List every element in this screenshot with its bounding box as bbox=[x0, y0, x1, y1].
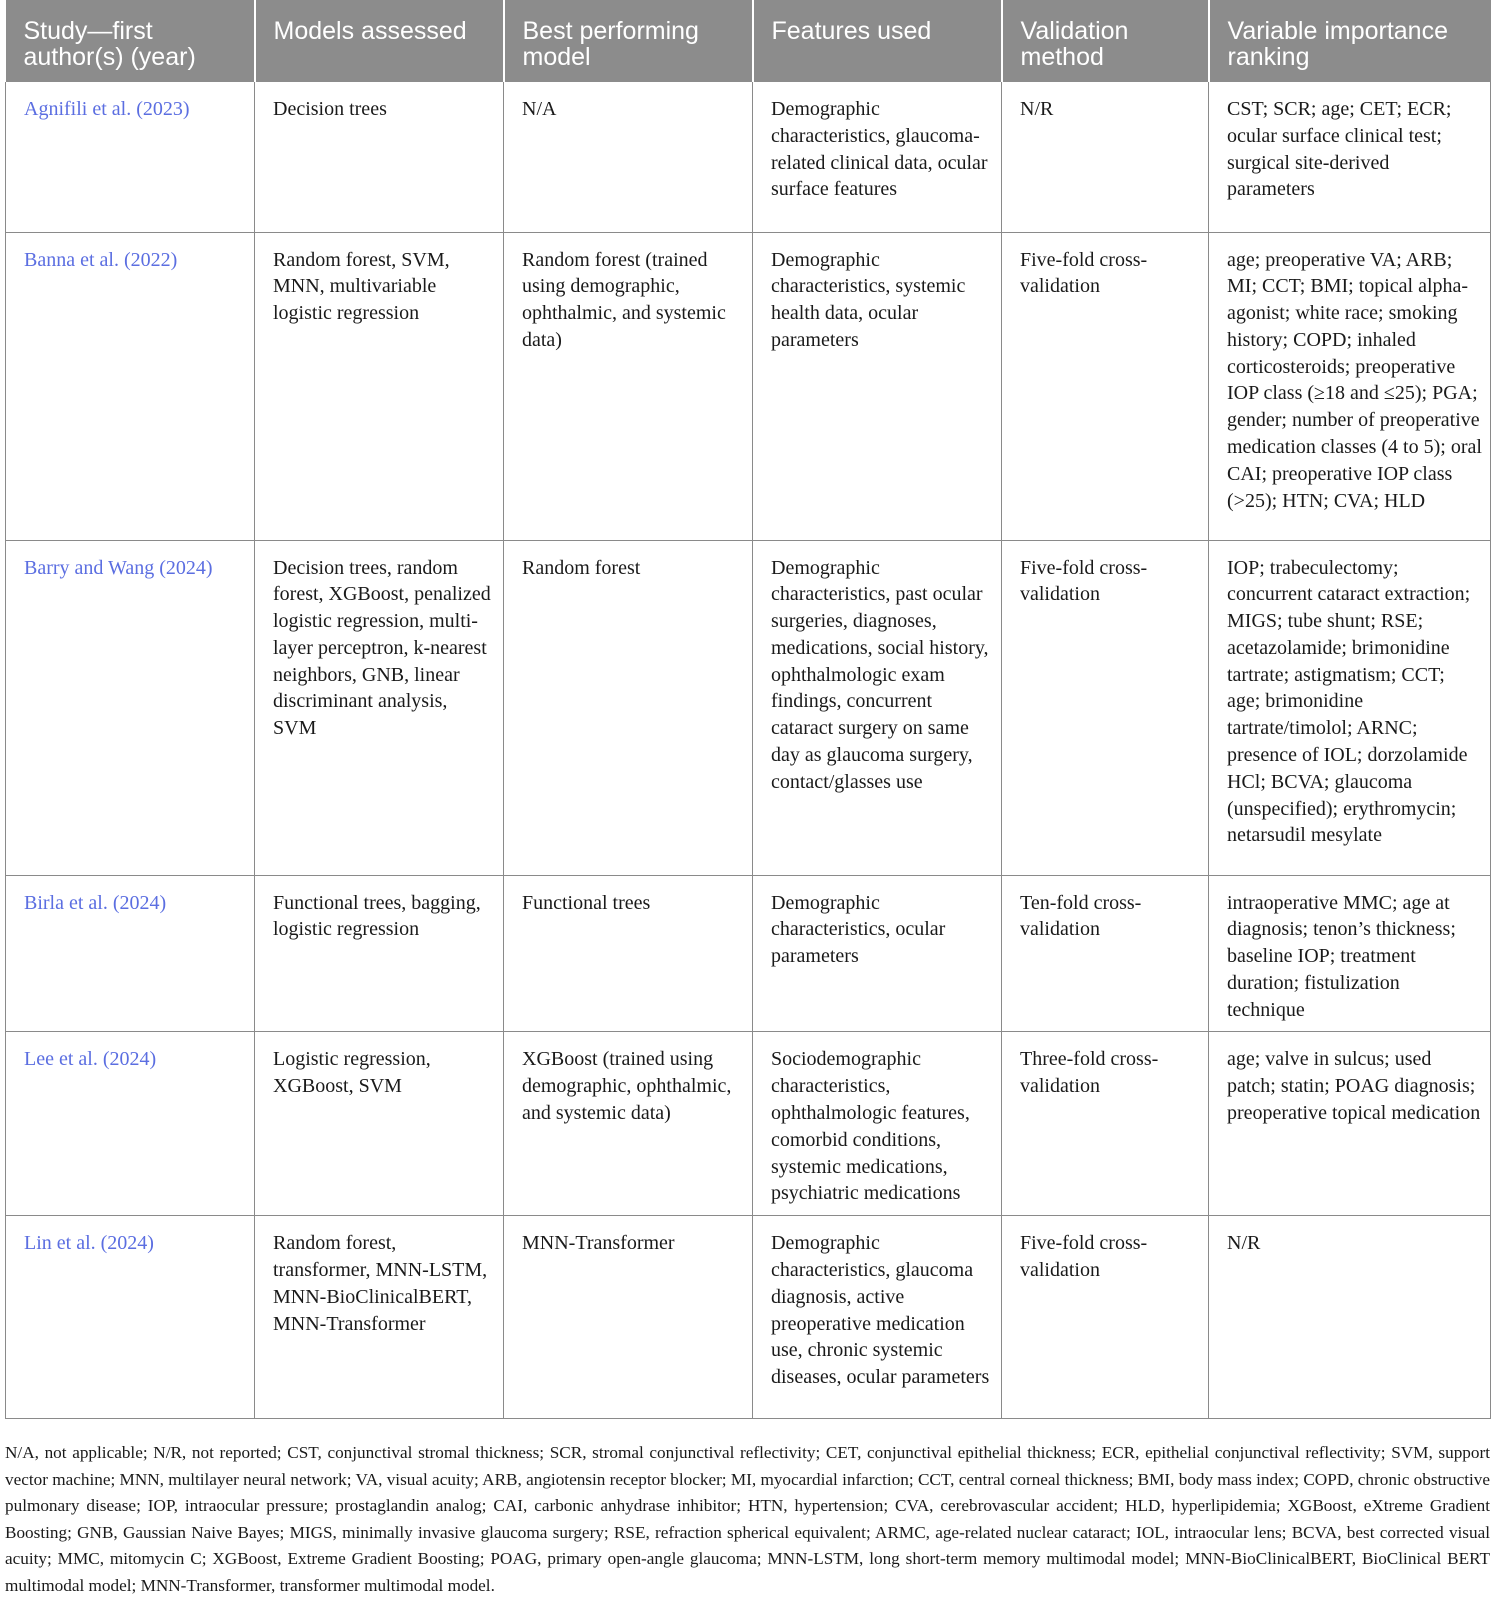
table-container bbox=[5, 0, 1490, 1419]
validation-cell: Five-fold cross-validation bbox=[1002, 1216, 1209, 1419]
ranking-cell: age; preoperative VA; ARB; MI; CCT; BMI; topical alpha-agonist; white race; smoking history; COPD; inhaled corticosteroids; preoperative IOP class (≥18 and ≤25); PGA; gender; number of preoperative medication classes (4 to 5); oral CAI; preoperative IOP class (>25); HTN; CVA; HLD bbox=[1209, 232, 1491, 540]
best-model-cell: XGBoost (trained using demographic, ophthalmic, and systemic data) bbox=[504, 1032, 753, 1216]
models-cell: Logistic regression, XGBoost, SVM bbox=[255, 1032, 504, 1216]
study-link[interactable]: Birla et al. (2024) bbox=[6, 875, 255, 1032]
validation-cell: Five-fold cross-validation bbox=[1002, 540, 1209, 875]
ranking-cell: CST; SCR; age; CET; ECR; ocular surface clinical test; surgical site-derived parameters bbox=[1209, 82, 1491, 232]
models-cell: Random forest, SVM, MNN, multivariable logistic regression bbox=[255, 232, 504, 540]
header-features-used: Features used bbox=[753, 0, 1002, 82]
models-cell: Random forest, transformer, MNN-LSTM, MNN-BioClinicalBERT, MNN-Transformer bbox=[255, 1216, 504, 1419]
study-comparison-table bbox=[5, 0, 1491, 1419]
features-cell: Demographic characteristics, glaucoma-related clinical data, ocular surface features bbox=[753, 82, 1002, 232]
header-validation-method: Validation method bbox=[1002, 0, 1209, 82]
table-row bbox=[6, 1216, 1491, 1419]
best-model-cell: Random forest (trained using demographic, ophthalmic, and systemic data) bbox=[504, 232, 753, 540]
table-row bbox=[6, 232, 1491, 540]
validation-cell: Three-fold cross-validation bbox=[1002, 1032, 1209, 1216]
validation-cell: Five-fold cross-validation bbox=[1002, 232, 1209, 540]
features-cell: Demographic characteristics, ocular parameters bbox=[753, 875, 1002, 1032]
ranking-cell: IOP; trabeculectomy; concurrent cataract extraction; MIGS; tube shunt; RSE; acetazolamide; brimonidine tartrate; astigmatism; CCT; age; brimonidine tartrate/timolol; ARNC; presence of IOL; dorzolamide HCl; BCVA; glaucoma (unspecified); erythromycin; netarsudil mesylate bbox=[1209, 540, 1491, 875]
header-row bbox=[6, 0, 1491, 82]
best-model-cell: Random forest bbox=[504, 540, 753, 875]
ranking-cell: age; valve in sulcus; used patch; statin; POAG diagnosis; preoperative topical medication bbox=[1209, 1032, 1491, 1216]
study-link[interactable]: Barry and Wang (2024) bbox=[6, 540, 255, 875]
table-header bbox=[6, 0, 1491, 82]
study-link[interactable]: Banna et al. (2022) bbox=[6, 232, 255, 540]
header-study: Study—first author(s) (year) bbox=[6, 0, 255, 82]
models-cell: Decision trees bbox=[255, 82, 504, 232]
study-link[interactable]: Agnifili et al. (2023) bbox=[6, 82, 255, 232]
study-link[interactable]: Lin et al. (2024) bbox=[6, 1216, 255, 1419]
features-cell: Demographic characteristics, systemic health data, ocular parameters bbox=[753, 232, 1002, 540]
ranking-cell: N/R bbox=[1209, 1216, 1491, 1419]
models-cell: Decision trees, random forest, XGBoost, penalized logistic regression, multi-layer perceptron, k-nearest neighbors, GNB, linear discriminant analysis, SVM bbox=[255, 540, 504, 875]
header-models-assessed: Models assessed bbox=[255, 0, 504, 82]
table-row bbox=[6, 82, 1491, 232]
models-cell: Functional trees, bagging, logistic regression bbox=[255, 875, 504, 1032]
best-model-cell: MNN-Transformer bbox=[504, 1216, 753, 1419]
study-link[interactable]: Lee et al. (2024) bbox=[6, 1032, 255, 1216]
table-body bbox=[6, 82, 1491, 1419]
table-footnote: N/A, not applicable; N/R, not reported; CST, conjunctival stromal thickness; SCR, stromal conjunctival reflectivity; CET, conjunctival epithelial thickness; ECR, epithelial conjunctival reflectivity; SVM, support vector machine; MNN, multilayer neural network; VA, visual acuity; ARB, angiotensin receptor blocker; MI, myocardial infarction; CCT, central corneal thickness; BMI, body mass index; COPD, chronic obstructive pulmonary disease; IOP, intraocular pressure; prostaglandin analog; CAI, carbonic anhydrase inhibitor; HTN, hypertension; CVA, cerebrovascular accident; HLD, hyperlipidemia; XGBoost, eXtreme Gradient Boosting; GNB, Gaussian Naive Bayes; MIGS, minimally invasive glaucoma surgery; RSE, refraction spherical equivalent; ARMC, age-related nuclear cataract; IOL, intraocular lens; BCVA, best corrected visual acuity; MMC, mitomycin C; XGBoost, Extreme Gradient Boosting; POAG, primary open-angle glaucoma; MNN-LSTM, long short-term memory multimodal model; MNN-BioClinicalBERT, BioClinical BERT multimodal model; MNN-Transformer, transformer multimodal model. bbox=[5, 1443, 1490, 1595]
table-row bbox=[6, 875, 1491, 1032]
validation-cell: Ten-fold cross-validation bbox=[1002, 875, 1209, 1032]
validation-cell: N/R bbox=[1002, 82, 1209, 232]
best-model-cell: N/A bbox=[504, 82, 753, 232]
features-cell: Sociodemographic characteristics, ophthalmologic features, comorbid conditions, systemic medications, psychiatric medications bbox=[753, 1032, 1002, 1216]
ranking-cell: intraoperative MMC; age at diagnosis; tenon’s thickness; baseline IOP; treatment duration; fistulization technique bbox=[1209, 875, 1491, 1032]
features-cell: Demographic characteristics, past ocular surgeries, diagnoses, medications, social history, ophthalmologic exam findings, concurrent cataract surgery on same day as glaucoma surgery, contact/glasses use bbox=[753, 540, 1002, 875]
table-row bbox=[6, 1032, 1491, 1216]
best-model-cell: Functional trees bbox=[504, 875, 753, 1032]
features-cell: Demographic characteristics, glaucoma diagnosis, active preoperative medication use, chronic systemic diseases, ocular parameters bbox=[753, 1216, 1002, 1419]
header-best-model: Best performing model bbox=[504, 0, 753, 82]
table-row bbox=[6, 540, 1491, 875]
header-variable-importance: Variable importance ranking bbox=[1209, 0, 1491, 82]
